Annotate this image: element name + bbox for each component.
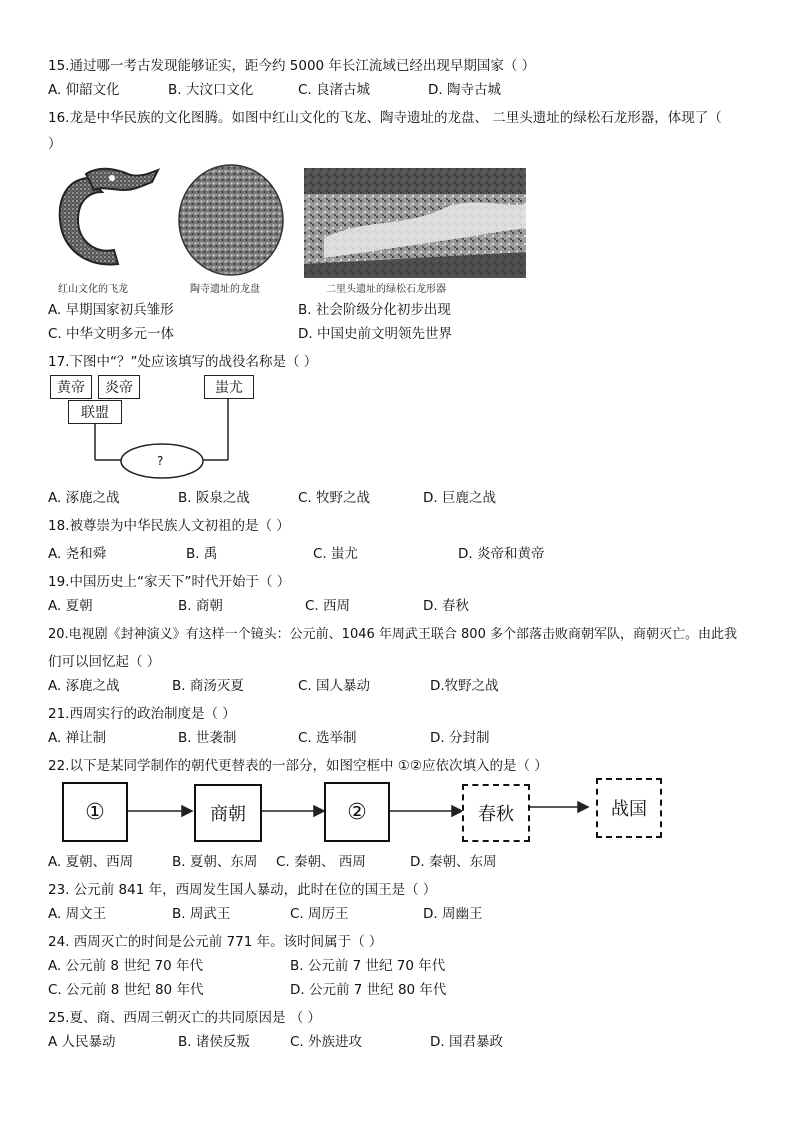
- q17-stem: 17.下图中“？”处应该填写的战役名称是（ ）: [48, 354, 318, 370]
- q18-option-a[interactable]: A. 尧和舜: [48, 546, 107, 562]
- q21-option-d[interactable]: D. 分封制: [430, 730, 490, 746]
- q15-stem: 15.通过哪一考古发现能够证实，距今约 5000 年长江流域已经出现早期国家（ ）: [48, 58, 536, 74]
- q24-option-c[interactable]: C. 公元前 8 世纪 80 年代: [48, 982, 204, 998]
- q23-option-d[interactable]: D. 周幽王: [423, 906, 483, 922]
- q20-stem: 20.电视剧《封神演义》有这样一个镜头：公元前、1046 年周武王联合 800 多个部落击败商朝军队，商朝灭亡。由此我: [48, 627, 737, 642]
- q16-caption-1: 红山文化的飞龙: [58, 284, 128, 295]
- q19-option-b[interactable]: B. 商朝: [178, 598, 223, 614]
- q18-option-d[interactable]: D. 炎帝和黄帝: [458, 546, 545, 562]
- q20-option-a[interactable]: A. 涿鹿之战: [48, 678, 120, 694]
- q24-stem: 24. 西周灭亡的时间是公元前 771 年。该时间属于（ ）: [48, 934, 383, 950]
- q16-option-a[interactable]: A. 早期国家初兵雏形: [48, 302, 174, 318]
- q22-box-shang: 商朝: [194, 784, 262, 842]
- q22-option-a[interactable]: A. 夏朝、西周: [48, 854, 134, 870]
- q16-option-d[interactable]: D. 中国史前文明领先世界: [298, 326, 452, 342]
- q25-option-d[interactable]: D. 国君暴政: [430, 1034, 503, 1050]
- q25-option-a[interactable]: A 人民暴动: [48, 1034, 116, 1050]
- q20-stem-cont: 们可以回忆起（ ）: [48, 654, 161, 670]
- q24-option-a[interactable]: A. 公元前 8 世纪 70 年代: [48, 958, 204, 974]
- q19-stem: 19.中国历史上“家天下”时代开始于（ ）: [48, 574, 291, 590]
- q23-option-b[interactable]: B. 周武王: [172, 906, 231, 922]
- q22-box-1: ①: [62, 782, 128, 842]
- q24-option-d[interactable]: D. 公元前 7 世纪 80 年代: [290, 982, 447, 998]
- q22-option-c[interactable]: C. 秦朝、 西周: [276, 854, 366, 870]
- q22-stem: 22.以下是某同学制作的朝代更替表的一部分，如图空框中 ①②应依次填入的是（ ）: [48, 758, 548, 774]
- q16-caption-2: 陶寺遗址的龙盘: [190, 284, 260, 295]
- q21-option-a[interactable]: A. 禅让制: [48, 730, 107, 746]
- q17-box-yandi: 炎帝: [98, 375, 140, 399]
- q16-stem-cont: ）: [48, 136, 62, 152]
- q23-stem: 23. 公元前 841 年，西周发生国人暴动，此时在位的国王是（ ）: [48, 882, 437, 898]
- q25-stem: 25.夏、商、西周三朝灭亡的共同原因是 （ ）: [48, 1010, 322, 1026]
- q16-option-b[interactable]: B. 社会阶级分化初步出现: [298, 302, 451, 318]
- q21-option-b[interactable]: B. 世袭制: [178, 730, 237, 746]
- q18-option-b[interactable]: B. 禹: [186, 546, 218, 562]
- q17-option-b[interactable]: B. 阪泉之战: [178, 490, 250, 506]
- q19-option-a[interactable]: A. 夏朝: [48, 598, 93, 614]
- q23-option-c[interactable]: C. 周厉王: [290, 906, 349, 922]
- q17-option-a[interactable]: A. 涿鹿之战: [48, 490, 120, 506]
- q17-ellipse-label: ?: [157, 454, 164, 468]
- q18-stem: 18.被尊崇为中华民族人文初祖的是（ ）: [48, 518, 290, 534]
- q20-option-b[interactable]: B. 商汤灭夏: [172, 678, 244, 694]
- q20-option-d[interactable]: D.牧野之战: [430, 678, 499, 694]
- q23-option-a[interactable]: A. 周文王: [48, 906, 107, 922]
- q20-option-c[interactable]: C. 国人暴动: [298, 678, 371, 694]
- q25-option-b[interactable]: B. 诸侯反叛: [178, 1034, 250, 1050]
- q22-box-chunqiu: 春秋: [462, 784, 530, 842]
- q17-box-huangdi: 黄帝: [50, 375, 92, 399]
- q17-box-chiyou: 蚩尤: [204, 375, 254, 399]
- q17-box-lianmeng: 联盟: [68, 400, 122, 424]
- q18-option-c[interactable]: C. 蚩尤: [313, 546, 359, 562]
- q16-caption-3: 二里头遗址的绿松石龙形器: [326, 284, 446, 295]
- q22-box-2: ②: [324, 782, 390, 842]
- q25-option-c[interactable]: C. 外族进攻: [290, 1034, 363, 1050]
- q19-option-c[interactable]: C. 西周: [305, 598, 351, 614]
- q21-option-c[interactable]: C. 选举制: [298, 730, 357, 746]
- q22-box-zhanguo: 战国: [596, 778, 662, 838]
- q16-stem: 16.龙是中华民族的文化图腾。如图中红山文化的飞龙、陶寺遗址的龙盘、 二里头遗址的绿松石龙形器，体现了（: [48, 110, 722, 126]
- q22-option-b[interactable]: B. 夏朝、东周: [172, 854, 258, 870]
- q22-option-d[interactable]: D. 秦朝、东周: [410, 854, 497, 870]
- q16-option-c[interactable]: C. 中华文明多元一体: [48, 326, 175, 342]
- q15-option-a[interactable]: A. 仰韶文化: [48, 82, 120, 98]
- q19-option-d[interactable]: D. 春秋: [423, 598, 469, 614]
- q15-option-b[interactable]: B. 大汶口文化: [168, 82, 254, 98]
- q15-option-d[interactable]: D. 陶寺古城: [428, 82, 501, 98]
- q17-option-c[interactable]: C. 牧野之战: [298, 490, 371, 506]
- q24-option-b[interactable]: B. 公元前 7 世纪 70 年代: [290, 958, 446, 974]
- q21-stem: 21.西周实行的政治制度是（ ）: [48, 706, 236, 722]
- q15-option-c[interactable]: C. 良渚古城: [298, 82, 371, 98]
- q17-option-d[interactable]: D. 巨鹿之战: [423, 490, 496, 506]
